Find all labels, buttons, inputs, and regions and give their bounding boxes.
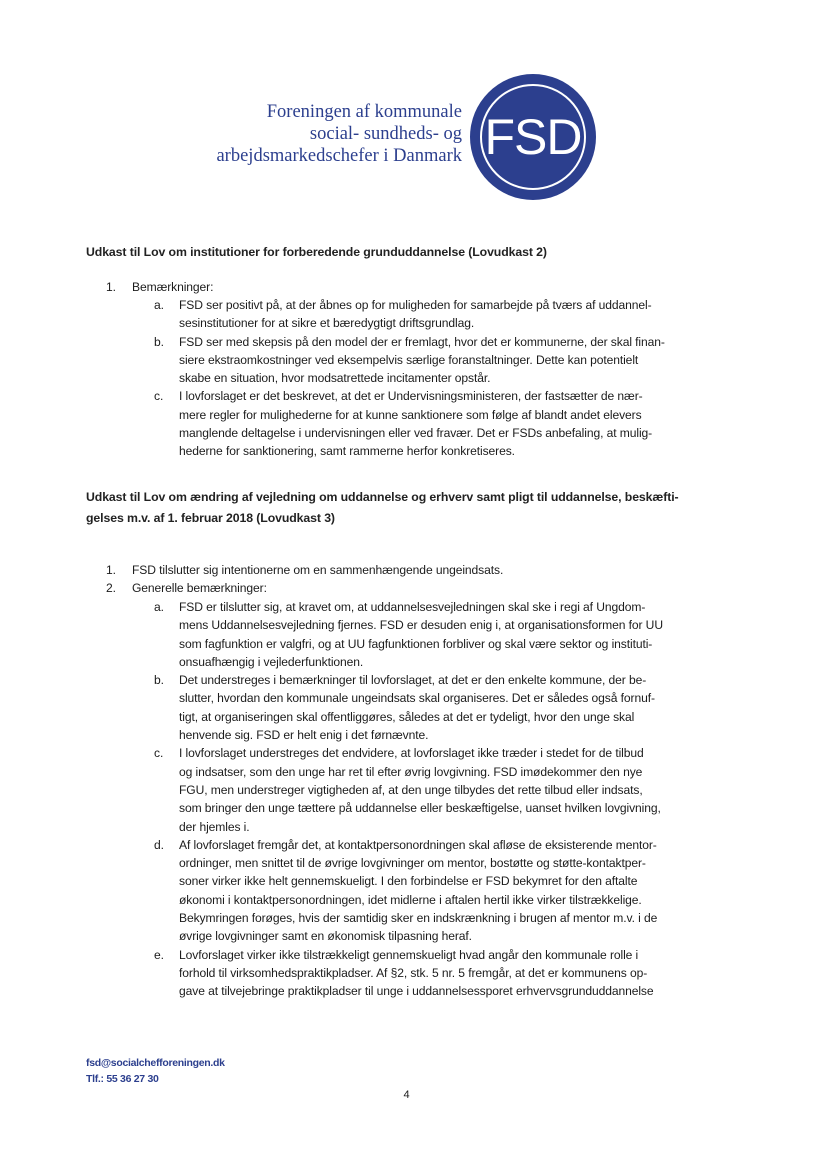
list-item-line: forhold til virksomhedspraktikpladser. Af §2, stk. 5 nr. 5 fremgår, at det er kommunens op- — [179, 965, 648, 980]
page-number: 4 — [403, 1089, 410, 1101]
list-item-line: mere regler for mulighederne for at kunne sanktionere som følge af blandt andet elevers — [179, 407, 642, 422]
section-2-subitem-list — [154, 598, 730, 1001]
list-item-line: slutter, hvordan den kommunale ungeindsats skal organiseres. Det er således også fornuf- — [179, 691, 655, 706]
list-item-line: FSD ser positivt på, at der åbnes op for muligheden for samarbejde på tværs af uddannel- — [179, 298, 652, 312]
list-item-line: I lovforslaget understreges det endvidere, at lovforslaget ikke træder i stedet for de tilbud — [179, 746, 644, 761]
org-name-line-2: social- sundheds- og — [309, 124, 462, 144]
list-item: e. Lovforslaget virker ikke tilstrækkeligt gennemskueligt hvad angår den kommunale rolle i forhold til virksomhedspraktikpladser. Af §2, stk. 5 nr. 5 fremgår, at det er kommunens op- gave at tilvejebringe praktikpladser til unge i uddannelsessporet erhvervsgrunduddannelse — [154, 946, 730, 1001]
list-item-line: øvrige lovgivninger samt en økonomisk tilpasning heraf. — [179, 929, 472, 944]
footer-phone: Tlf.: 55 36 27 30 — [86, 1073, 159, 1085]
list-item-line: FSD er tilslutter sig, at kravet om, at uddannelsesvejledningen skal ske i regi af Ungdom- — [179, 600, 646, 614]
list-item-line: FGU, men understreger vigtigheden af, at den unge tilbydes det rette tilbud eller indsats, — [179, 782, 643, 797]
item-label: FSD tilslutter sig intentionerne om en sammenhængende ungeindsats. — [132, 563, 504, 577]
footer-email: fsd@socialchefforeningen.dk — [86, 1057, 225, 1069]
list-item-line: I lovforslaget er det beskrevet, at det er Undervisningsministeren, der fastsætter de nær- — [179, 389, 643, 404]
item-number: 1. — [106, 563, 116, 577]
list-item: a. FSD er tilslutter sig, at kravet om, at uddannelsesvejledningen skal ske i regi af Ungdom- mens Uddannelsesvejledning fjernes. FSD er desuden enig i, at organisationsformen for UU som fagfunktion er valgfri, og at UU fagfunktionen forbliver og skal være sektor og instituti- onsuafhængig i vejlederfunktionen. — [154, 598, 730, 671]
item-number: 1. — [106, 280, 116, 294]
list-item-line: og indsatser, som den unge har ret til efter øvrig lovgivning. FSD imødekommer den nye — [179, 764, 643, 779]
list-item-line: Af lovforslaget fremgår det, at kontaktpersonordningen skal afløse de eksisterende mentor- — [179, 837, 657, 852]
list-item-line: henvende sig. FSD er helt enig i det førnævnte. — [179, 728, 429, 743]
list-item-line: siere ekstraomkostninger ved eksempelvis særlige foranstaltninger. Dette kan potentielt — [179, 352, 639, 367]
section-2-item-2 — [106, 579, 267, 597]
list-item: d. Af lovforslaget fremgår det, at kontaktpersonordningen skal afløse de eksisterende mentor- ordninger, men snittet til de øvrige lovgivninger om mentor, bostøtte og støtte-kontaktper- soner virker ikke helt gennemskueligt. I den forbindelse er FSD bekymret for den aftalte økonomi i kontaktpersonordningen, idet midlerne i aftalen hertil ikke virker tilstrækkelige. Bekymringen forøges, hvis der samtidig sker en indskrænkning i brugen af mentor m.v. i de øvrige lovgivninger samt en økonomisk tilpasning heraf. — [154, 836, 730, 946]
list-item-line: Bekymringen forøges, hvis der samtidig sker en indskrænkning i brugen af mentor m.v. i de — [179, 911, 658, 926]
org-name-line-1: Foreningen af kommunale — [266, 102, 462, 122]
footer-contact — [86, 1055, 225, 1087]
list-item: b. FSD ser med skepsis på den model der er fremlagt, hvor det er kommunerne, der skal finan- siere ekstraomkostninger ved eksempelvis særlige foranstaltninger. Dette kan potentielt skabe en situation, hvor modsatrettede incitamenter opstår. — [154, 333, 730, 388]
list-item-line: hederne for sanktionering, samt rammerne herfor konkretiseres. — [179, 444, 515, 459]
section-1-title: Udkast til Lov om institutioner for forberedende grunduddannelse (Lovudkast 2) — [86, 245, 547, 259]
list-item-line: økonomi i kontaktpersonordningen, idet midlerne i aftalen hertil ikke virker tilstrækkelige. — [179, 892, 642, 907]
list-item-line: mens Uddannelsesvejledning fjernes. FSD er desuden enig i, at organisationsformen for UU — [179, 618, 663, 633]
section-2-title — [86, 487, 679, 529]
list-item-line: Lovforslaget virker ikke tilstrækkeligt gennemskueligt hvad angår den kommunale rolle i — [179, 947, 639, 962]
section-1-item-1 — [106, 278, 213, 296]
list-item-line: sesinstitutioner for at sikre et bæredygtigt driftsgrundlag. — [179, 316, 475, 331]
list-item-line: manglende deltagelse i undervisningen eller ved fravær. Det er FSDs anbefaling, at mulig- — [179, 426, 653, 441]
list-item-line: tigt, at organiseringen skal offentliggøres, således at det er tydeligt, hvor den unge skal — [179, 709, 635, 724]
section-1-subitem-list — [154, 296, 730, 461]
list-item: c. I lovforslaget er det beskrevet, at det er Undervisningsministeren, der fastsætter de nær- mere regler for mulighederne for at kunne sanktionere som følge af blandt andet elevers manglende deltagelse i undervisningen eller ved fravær. Det er FSDs anbefaling, at mulig- hederne for sanktionering, samt rammerne herfor konkretiseres. — [154, 387, 730, 460]
item-number: 2. — [106, 581, 116, 595]
list-item-line: Det understreges i bemærkninger til lovforslaget, at det er den enkelte kommune, der be- — [179, 673, 647, 688]
item-label: Bemærkninger: — [132, 280, 214, 294]
list-item-line: skabe en situation, hvor modsatrettede incitamenter opstår. — [179, 371, 491, 386]
list-item: b. Det understreges i bemærkninger til lovforslaget, at det er den enkelte kommune, der be- slutter, hvordan den kommunale ungeindsats skal organiseres. Det er således også fornuf- tigt, at organiseringen skal offentliggøres, således at det er tydeligt, hvor den unge skal henvende sig. FSD er helt enig i det førnævnte. — [154, 671, 730, 744]
organization-name — [142, 101, 462, 167]
list-item-line: der hjemles i. — [179, 819, 250, 834]
list-item-line: som fagfunktion er valgfri, og at UU fagfunktionen forbliver og skal være sektor og instituti- — [179, 636, 653, 651]
logo-text: FSD — [484, 109, 582, 165]
list-item-line: som bringer den unge tættere på uddannelse eller beskæftigelse, uanset hvilken lovgivning, — [179, 801, 661, 816]
list-item-line: soner virker ikke helt gennemskueligt. I den forbindelse er FSD bekymret for den aftalte — [179, 874, 638, 889]
list-item-line: onsuafhængig i vejlederfunktionen. — [179, 654, 364, 669]
section-2-title-line: Udkast til Lov om ændring af vejledning om uddannelse og erhverv samt pligt til uddannelse, beskæfti- — [86, 490, 679, 504]
list-item-line: gave at tilvejebringe praktikpladser til unge i uddannelsessporet erhvervsgrunduddannelse — [179, 984, 654, 999]
section-2-item-1 — [106, 561, 503, 579]
list-item-line: ordninger, men snittet til de øvrige lovgivninger om mentor, bostøtte og støtte-kontaktper- — [179, 856, 646, 871]
item-label: Generelle bemærkninger: — [132, 581, 267, 595]
list-item-line: FSD ser med skepsis på den model der er fremlagt, hvor det er kommunerne, der skal finan- — [179, 334, 665, 349]
section-2-title-line: gelses m.v. af 1. februar 2018 (Lovudkast 3) — [86, 511, 335, 525]
list-item: c. I lovforslaget understreges det endvidere, at lovforslaget ikke træder i stedet for de tilbud og indsatser, som den unge har ret til efter øvrig lovgivning. FSD imødekommer den nye FGU, men understreger vigtigheden af, at den unge tilbydes det rette tilbud eller indsats, som bringer den unge tættere på uddannelse eller beskæftigelse, uanset hvilken lovgivning, der hjemles i. — [154, 744, 730, 835]
fsd-logo — [468, 72, 598, 202]
org-name-line-3: arbejdsmarkedschefer i Danmark — [216, 146, 462, 166]
list-item: a. FSD ser positivt på, at der åbnes op for muligheden for samarbejde på tværs af uddannel- sesinstitutioner for at sikre et bæredygtigt driftsgrundlag. — [154, 296, 730, 333]
